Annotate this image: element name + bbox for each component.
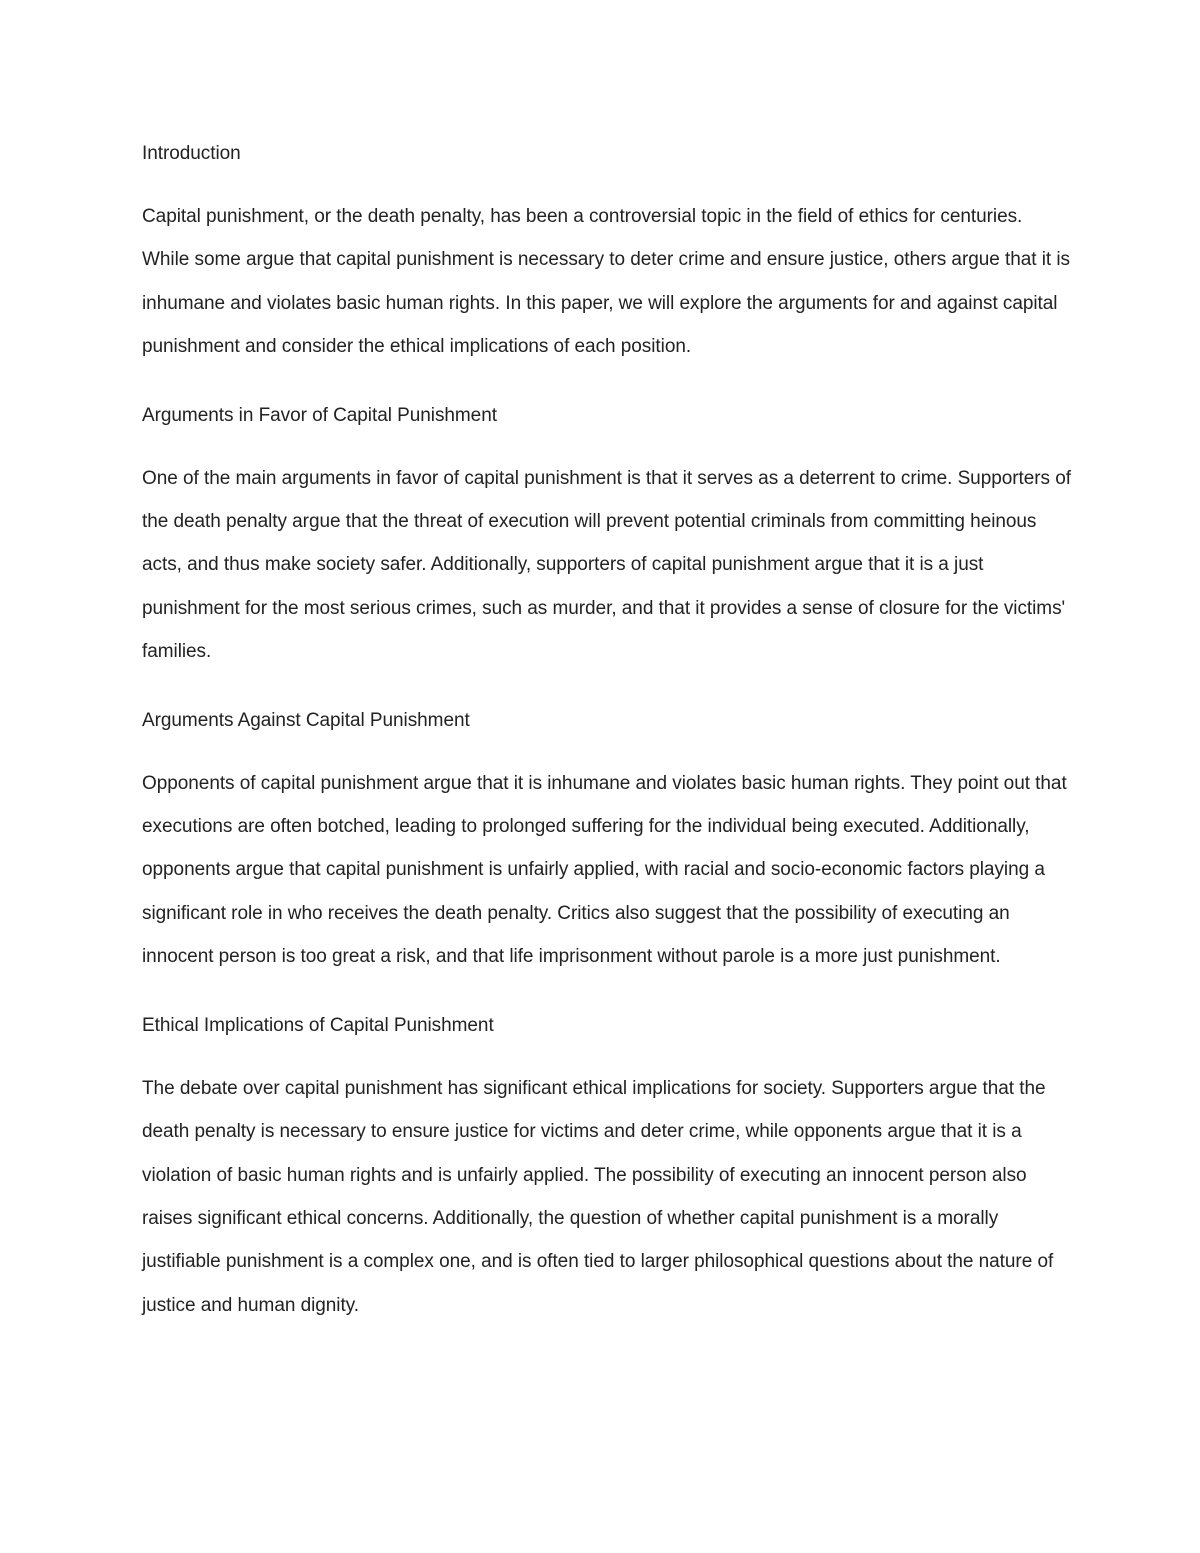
section-introduction (142, 137, 1072, 369)
document-page (142, 137, 1072, 1327)
section-heading: Arguments in Favor of Capital Punishment (142, 404, 497, 426)
section-heading: Ethical Implications of Capital Punishment (142, 1014, 494, 1036)
section-paragraph: The debate over capital punishment has significant ethical implications for society. Supporters argue that the death penalty is necessary to ensure justice for victims and deter crime, while opponents argue that it is a violation of basic human rights and is unfairly applied. The possibility of executing an innocent person also raises significant ethical concerns. Additionally, the question of whether capital punishment is a morally justifiable punishment is a complex one, and is often tied to larger philosophical questions about the nature of justice and human dignity. (142, 1077, 1054, 1316)
section-heading: Arguments Against Capital Punishment (142, 709, 470, 731)
section-paragraph: Capital punishment, or the death penalty, has been a controversial topic in the field of ethics for centuries. While some argue that capital punishment is necessary to deter crime and ensure justice, others argue that it is inhumane and violates basic human rights. In this paper, we will explore the arguments for and against capital punishment and consider the ethical implications of each position. (142, 206, 1070, 358)
section-arguments-against (142, 704, 1072, 979)
section-paragraph: One of the main arguments in favor of capital punishment is that it serves as a deterrent to crime. Supporters of the death penalty argue that the threat of execution will prevent potential criminals from committing heinous acts, and thus make society safer. Additionally, supporters of capital punishment argue that it is a just punishment for the most serious crimes, such as murder, and that it provides a sense of closure for the victims' families. (142, 467, 1071, 663)
section-ethical-implications (142, 1009, 1072, 1327)
section-arguments-in-favor (142, 399, 1072, 674)
section-heading: Introduction (142, 143, 241, 164)
section-paragraph: Opponents of capital punishment argue that it is inhumane and violates basic human rights. They point out that executions are often botched, leading to prolonged suffering for the individual being executed. Additionally, opponents argue that capital punishment is unfairly applied, with racial and socio-economic factors playing a significant role in who receives the death penalty. Critics also suggest that the possibility of executing an innocent person is too great a risk, and that life imprisonment without parole is a more just punishment. (142, 772, 1067, 968)
